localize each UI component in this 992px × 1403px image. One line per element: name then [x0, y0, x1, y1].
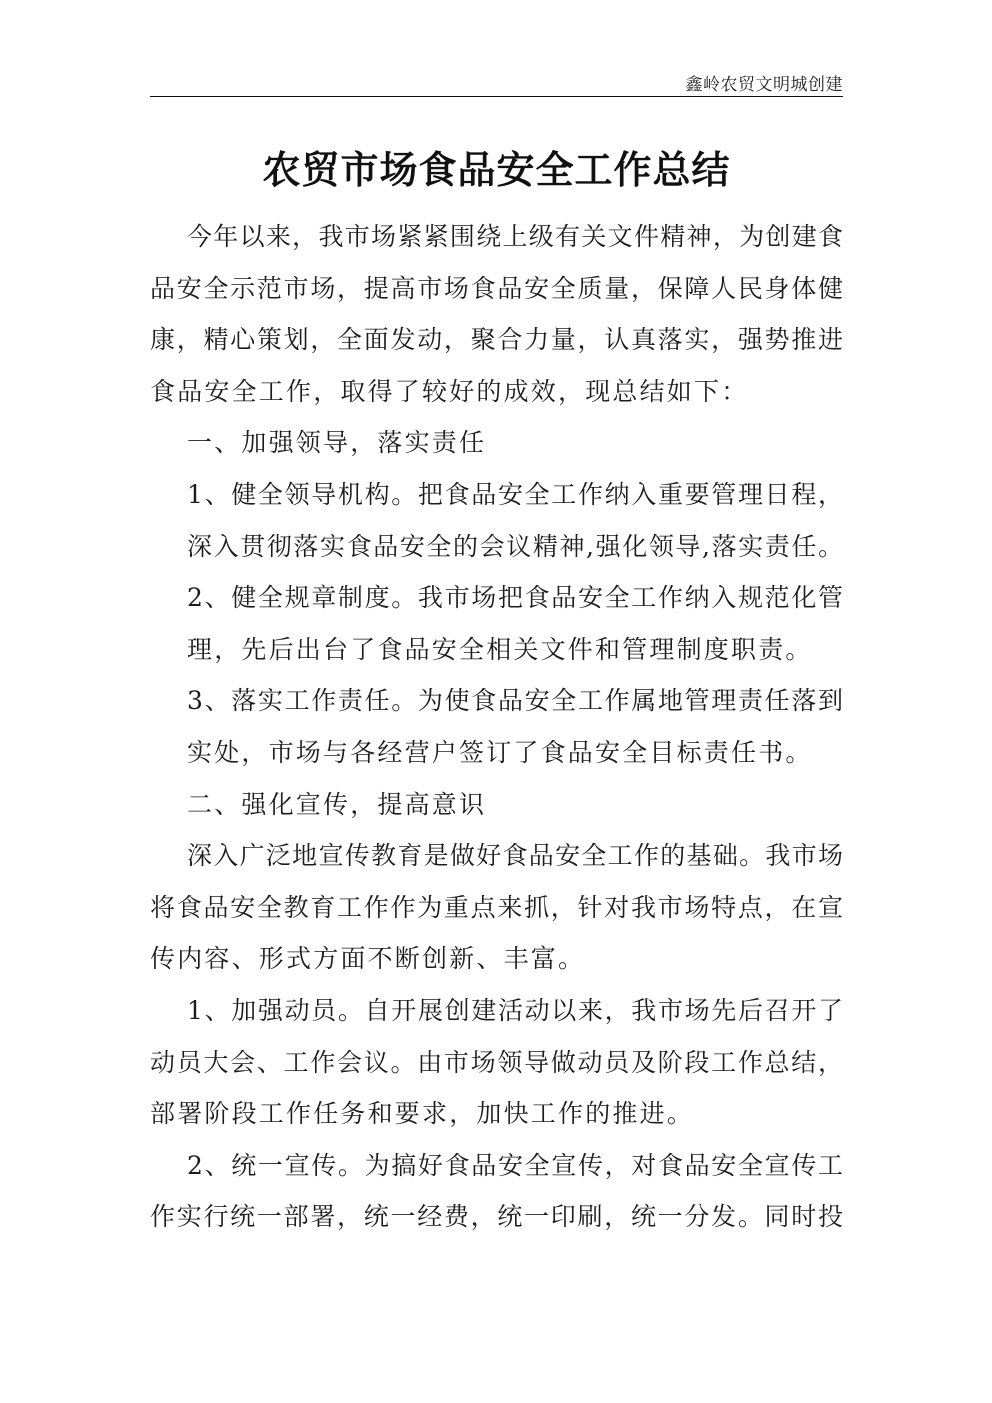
body-line: 今年以来，我市场紧紧围绕上级有关文件精神，为创建食 [187, 222, 843, 251]
body-line: 动员大会、工作会议。由市场领导做动员及阶段工作总结， [150, 1047, 843, 1077]
header-text: 鑫岭农贸文明城创建 [685, 75, 843, 95]
body-line: 将食品安全教育工作作为重点来抓，针对我市场特点，在宣 [150, 892, 843, 922]
body-line: 康，精心策划，全面发动，聚合力量，认真落实，强势推进 [150, 325, 843, 355]
body-line: 品安全示范市场，提高市场食品安全质量，保障人民身体健 [150, 273, 843, 303]
body-line: 部署阶段工作任务和要求，加快工作的推进。 [150, 1099, 695, 1129]
body-line: 深入广泛地宣传教育是做好食品安全工作的基础。我市场 [187, 841, 843, 871]
body-line: 1、健全领导机构。把食品安全工作纳入重要管理日程， [187, 479, 843, 509]
section-heading-1: 一、加强领导，落实责任 [187, 428, 487, 458]
body-line: 3、落实工作责任。为使食品安全工作属地管理责任落到 [187, 686, 843, 716]
body-line: 1、加强动员。自开展创建活动以来，我市场先后召开了 [187, 995, 843, 1025]
body-line: 食品安全工作，取得了较好的成效，现总结如下： [150, 376, 749, 406]
document-title: 农贸市场食品安全工作总结 [262, 148, 731, 192]
section-heading-2: 二、强化宣传，提高意识 [187, 789, 487, 819]
body-line: 2、健全规章制度。我市场把食品安全工作纳入规范化管 [187, 583, 843, 613]
body-line: 深入贯彻落实食品安全的会议精神,强化领导,落实责任。 [187, 531, 843, 561]
body-line: 实处，市场与各经营户签订了食品安全目标责任书。 [187, 737, 813, 767]
body-line: 作实行统一部署，统一经费，统一印刷，统一分发。同时投 [150, 1202, 843, 1232]
document-body [150, 211, 843, 1243]
body-line: 2、统一宣传。为搞好食品安全宣传，对食品安全宣传工 [187, 1150, 843, 1180]
body-line: 理，先后出台了食品安全相关文件和管理制度职责。 [187, 634, 813, 664]
body-line: 传内容、形式方面不断创新、丰富。 [150, 944, 586, 974]
page-header [150, 66, 843, 97]
